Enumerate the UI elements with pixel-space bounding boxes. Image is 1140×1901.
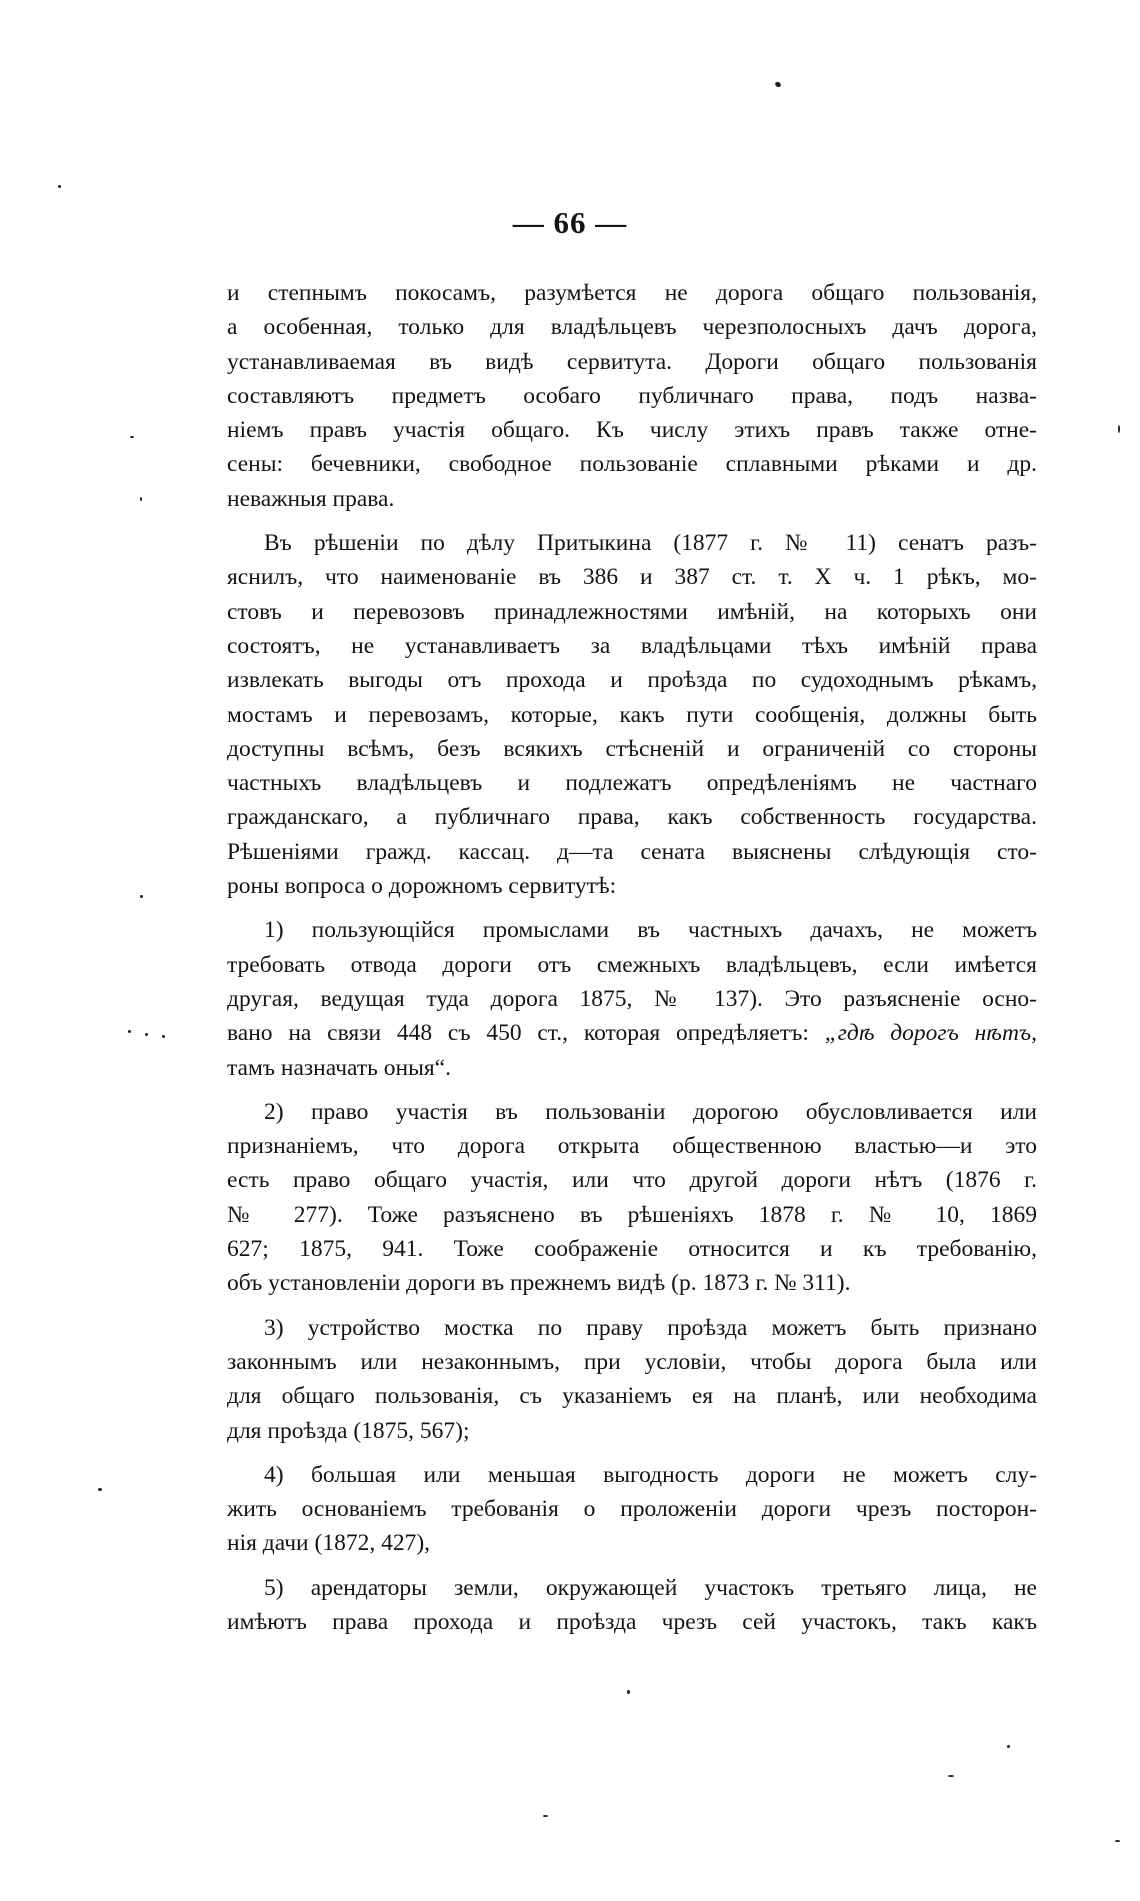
- text-line: сены: бечевники, свободное пользованіе сплавными рѣками и др.: [227, 451, 1037, 478]
- text-line: требовать отвода дороги отъ смежныхъ владѣльцевъ, если имѣется: [227, 951, 1037, 978]
- text-line: Рѣшеніями гражд. кассац. д—та сената выяснены слѣдующія сто-: [227, 838, 1037, 865]
- paragraph: [227, 526, 1037, 903]
- text-line: яснилъ, что наименованіе въ 386 и 387 ст. т. X ч. 1 рѣкъ, мо-: [227, 564, 1037, 591]
- text-line: другая, ведущая туда дорога 1875, № 137). Это разъясненіе осно-: [227, 985, 1037, 1012]
- scan-speck: [543, 1815, 548, 1817]
- paragraph: [227, 1311, 1037, 1448]
- text-line: имѣютъ права прохода и проѣзда чрезъ сей участокъ, такъ какъ: [227, 1608, 1037, 1635]
- text-fragment: вано на связи 448 съ 450 ст., которая опредѣляетъ:: [227, 1020, 809, 1047]
- scan-speck: [1007, 1745, 1010, 1748]
- text-line: гражданскаго, а публичнаго права, какъ собственность государства.: [227, 804, 1037, 831]
- text-line: ніемъ правъ участія общаго. Къ числу этихъ правъ также отне-: [227, 417, 1037, 444]
- scan-speck: [145, 1033, 148, 1036]
- text-line: признаніемъ, что дорога открыта общественною властью—и это: [227, 1133, 1037, 1160]
- text-line: а особенная, только для владѣльцевъ черезполосныхъ дачъ дорога,: [227, 314, 1037, 341]
- text-line: доступны всѣмъ, безъ всякихъ стѣсненій и ограниченій со стороны: [227, 735, 1037, 762]
- text-line: составляютъ предметъ особаго публичнаго права, подъ назва-: [227, 382, 1037, 409]
- scan-speck: [627, 1690, 630, 1694]
- text-line: 5) арендаторы земли, окружающей участокъ третьяго лица, не: [264, 1574, 1037, 1601]
- text-line: 2) право участія въ пользованіи дорогою обусловливается или: [264, 1098, 1037, 1125]
- text-line: есть право общаго участія, или что другой дороги нѣтъ (1876 г.: [227, 1167, 1037, 1194]
- scan-speck: [58, 185, 61, 188]
- scan-speck: [1115, 1840, 1120, 1842]
- text-line: и степнымъ покосамъ, разумѣется не дорога общаго пользованія,: [227, 280, 1037, 306]
- text-line: 3) устройство мостка по праву проѣзда можетъ быть признано: [264, 1314, 1037, 1341]
- text-line: роны вопроса о дорожномъ сервитутѣ:: [227, 873, 617, 900]
- text-line: извлекать выгоды отъ прохода и проѣзда по судоходнымъ рѣкамъ,: [227, 667, 1037, 694]
- text-line: [227, 1016, 1037, 1050]
- paragraph: [227, 276, 1037, 516]
- scan-speck: [98, 1488, 102, 1491]
- italic-quote: „гдѣ дорогъ нѣтъ,: [824, 1020, 1037, 1047]
- paragraph: [227, 1571, 1037, 1640]
- text-line: мостамъ и перевозамъ, которые, какъ пути сообщенія, должны быть: [227, 701, 1037, 728]
- text-line: законнымъ или незаконнымъ, при условіи, чтобы дорога была или: [227, 1348, 1037, 1375]
- page-number: — 66 —: [512, 205, 628, 240]
- text-line: стовъ и перевозовъ принадлежностями имѣній, на которыхъ они: [227, 598, 1037, 625]
- scan-speck: [948, 1775, 954, 1777]
- text-fragment: тамъ назначать оныя“.: [227, 1054, 451, 1081]
- text-line: нія дачи (1872, 427),: [227, 1530, 431, 1557]
- text-line: жить основаніемъ требованія о проложеніи дороги чрезъ посторон-: [227, 1496, 1037, 1523]
- text-line: Въ рѣшеніи по дѣлу Притыкина (1877 г. № 11) сенатъ разъ-: [264, 530, 1037, 557]
- text-line: для проѣзда (1875, 567);: [227, 1417, 470, 1444]
- text-line: [227, 1051, 1037, 1085]
- text-line: неважныя права.: [227, 485, 395, 512]
- scan-speck: [130, 436, 134, 438]
- page-text: [227, 276, 1037, 1649]
- paragraph: [227, 1095, 1037, 1301]
- scan-speck: [1118, 425, 1120, 433]
- text-line: устанавливаемая въ видѣ сервитута. Дороги общаго пользованія: [227, 348, 1037, 375]
- scan-speck: [140, 497, 142, 501]
- scan-speck: [774, 81, 782, 89]
- scan-speck: [128, 1030, 131, 1033]
- text-line: для общаго пользованія, съ указаніемъ ея на планѣ, или необходима: [227, 1383, 1037, 1410]
- text-line: 4) большая или меньшая выгодность дороги не можетъ слу-: [264, 1461, 1037, 1488]
- text-line: 627; 1875, 941. Тоже соображеніе относится и къ требованію,: [227, 1236, 1037, 1263]
- paragraph: [227, 1458, 1037, 1561]
- scan-speck: [162, 1035, 165, 1038]
- text-line: № 277). Тоже разъяснено въ рѣшеніяхъ 1878 г. № 10, 1869: [227, 1201, 1037, 1228]
- text-line: объ установленіи дороги въ прежнемъ видѣ (р. 1873 г. № 311).: [227, 1270, 851, 1297]
- scan-speck: [140, 895, 143, 898]
- text-line: 1) пользующійся промыслами въ частныхъ дачахъ, не можетъ: [264, 917, 1037, 944]
- text-line: частныхъ владѣльцевъ и подлежатъ опредѣленіямъ не частнаго: [227, 770, 1037, 797]
- text-line: состоятъ, не устанавливаетъ за владѣльцами тѣхъ имѣній права: [227, 632, 1037, 659]
- paragraph: [227, 913, 1037, 1084]
